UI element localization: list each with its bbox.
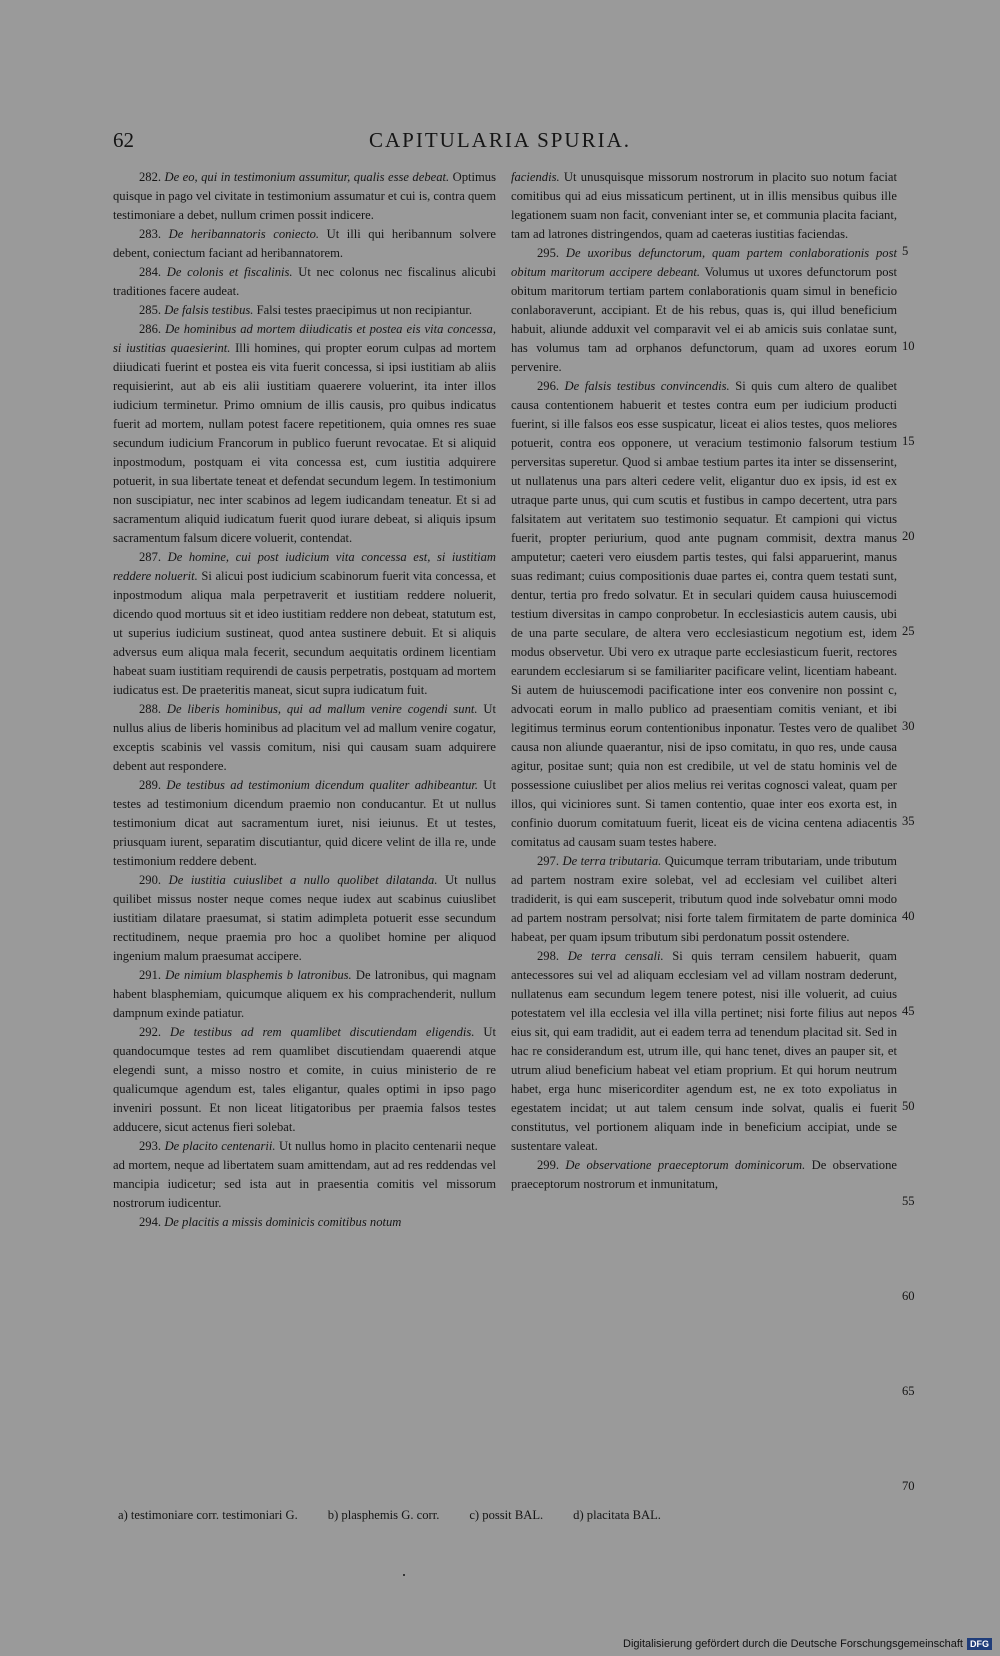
footnote-b: b) plasphemis G. corr. [327,1508,440,1522]
left-column [113,168,496,1232]
chapter-rubric: De hominibus ad mortem diiudicatis et postea eis vita concessa, si iustitias quaesierint. [113,322,496,355]
chapter-text: Optimus quisque in pago vel civitate in testimonium assumatur et cui is, contra quem testimoniare a debet, nullum crimen possit indicere. [113,170,496,222]
paragraph [113,320,496,548]
chapter-text: Ut nullus homo in placito centenarii neque ad mortem, neque ad libertatem suam amittendam, aut ad res reddendas vel mancipia iudicetur; sed ista aut in praesentia comitis vel missorum nostrorum iudicentur. [113,1139,497,1210]
chapter-rubric: De placito centenarii. [164,1139,276,1153]
paragraph [511,852,897,947]
paragraph [113,1213,496,1232]
paragraph [113,548,496,700]
chapter-text: Falsi testes praecipimus ut non recipiantur. [256,303,473,317]
chapter-rubric: De colonis et fiscalinis. [166,265,293,279]
chapter-number: 287. [139,550,162,564]
footnote-d: d) placitata BAL. [573,1508,661,1522]
chapter-text: Ut nec colonus nec fiscalinus alicubi traditiones facere audeat. [113,265,496,298]
chapter-number: 289. [139,778,162,792]
chapter-rubric: De testibus ad rem quamlibet discutiendam eligendis. [169,1025,475,1039]
paragraph [113,263,496,301]
line-number: 70 [902,1479,915,1493]
chapter-number: 296. [537,379,560,393]
chapter-text: Ut nullus alius de liberis hominibus ad placitum vel ad mallum venire cogatur, exceptis scabinis vel vassis comitum, nisi qui causam suam adquirere debent aut respondere. [113,702,496,773]
chapter-rubric: De heribannatoris coniecto. [168,227,320,241]
chapter-number: 291. [139,968,162,982]
dfg-logo: DFG [967,1638,992,1650]
chapter-number: 292. [139,1025,162,1039]
line-number: 20 [902,529,915,543]
chapter-rubric: faciendis. [511,170,560,184]
paragraph [113,1137,496,1213]
chapter-text: Ut quandocumque testes ad rem quamlibet discutiendam quaerendi atque elegendi sunt, a misso nostro et comite, in cuius ministerio de re qualicumque agendum est, tales eligantur, quales optimi in ipso pago inveniri possunt. Et non liceat litigatoribus per praemia falsos testes adducere, sicut actenus fieri solebat. [113,1025,496,1134]
chapter-text: Ut testes ad testimonium dicendum praemio non conducantur. Et ut nullus testimonium dicat aut sacramentum iuret, nisi ieiunus. Et ut testes, priusquam iurent, separatim discutiantur, quid dicere velint de illa re, unde testimonium reddere debent. [113,778,496,868]
chapter-text: Si alicui post iudicium scabinorum fuerit vita concessa, et inpostmodum aliqua mala perpetraverit et iustitiam reddere noluerit, dicendo quod mortuus sit et ideo iustitiam reddere non debeat, statutum est, ut superius iudicium sustineat, quod antea sustinere debuit. Et si aliquis adversus eum aliqua mala fecerit, secundum aequitatis ordinem licentiam habeat suam iustitiam requirendi de causis perpetratis, postquam ad mortem iudicatus est. De praeteritis maneat, sicut supra iudicatum fuit. [113,569,497,697]
footnotes [118,1508,938,1523]
chapter-number: 284. [139,265,162,279]
chapter-text: Ut illi qui heribannum solvere debent, coniectum faciant ad heribannatorem. [113,227,496,260]
line-number: 45 [902,1004,915,1018]
line-number: 60 [902,1289,915,1303]
chapter-rubric: De liberis hominibus, qui ad mallum venire cogendi sunt. [166,702,478,716]
paragraph [511,947,897,1156]
chapter-number: 295. [537,246,560,260]
chapter-number: 294. [139,1215,162,1229]
chapter-number: 283. [139,227,162,241]
paragraph [511,1156,897,1194]
chapter-number: 299. [537,1158,560,1172]
footnote-a: a) testimoniare corr. testimoniari G. [118,1508,298,1522]
chapter-text: Ut unusquisque missorum nostrorum in placito suo notum faciat comitibus qui ad eius missaticum pertinent, ut in illis mensibus quibus ille legationem suam non facit, conveniant inter se, et communia placita faciant, tam ad latrones distringendos, quam ad caeteras iustitias faciendas. [511,170,897,241]
chapter-number: 297. [537,854,560,868]
paragraph [113,301,496,320]
line-number: 15 [902,434,915,448]
page-number: 62 [113,128,134,152]
chapter-text: Illi homines, qui propter eorum culpas ad mortem diiudicati fuerint et postea eis vita fuerit concessa, si ipsi iustitiam ab aliis requisierint, aut ab eis alii iustitiam quaerere voluerint, ita inter illos iudicium terminetur. Primo omnium de illis causis, pro quibus indicatus fuerit ad mortem, nullam potest facere repetitionem, quia omnes res suae secundum iudicium Francorum in publico fuerunt revocatae. Et si aliquid inpostmodum, postquam ei vita concessa est, cum iustitia adquirere potuerit, in sua libertate teneat et defendat secundum legem. In testimonium non suscipiatur, nec inter scabinos ad legem iudicandam teneatur. Et si ad sacramentum aliquid iudicatum fuerit quod iurare debeat, si aliquis ipsum sacramentum falsum dicere voluerit, contendat. [113,341,496,545]
chapter-rubric: De eo, qui in testimonium assumitur, qualis esse debeat. [164,170,450,184]
line-number: 35 [902,814,915,828]
footnote-c: c) possit BAL. [469,1508,544,1522]
line-number: 65 [902,1384,915,1398]
chapter-text: Si quis cum altero de qualibet causa contentionem habuerit et testes contra eum per iudicium producti fuerint, si ille falsos eos esse suspicatur, liceat ei alios testes, quos meliores potuerit, contra eos opponere, ut veracium testimonio falsorum testium perversitas superetur. Quod si ambae testium partes ita inter se dissenserint, ut nullatenus una pars alteri cedere velit, eligantur duo ex ipsis, id est ex utraque parte unus, qui cum scutis et fustibus in campo decertent, utra pars falsitatem aut veritatem suo testimonio sequatur. Et campioni qui victus fuerit, propter periurium, quod ante pugnam commisit, dextra manus amputetur; caeteri vero eiusdem partis testes, qui falsi apparuerint, manus suas redimant; cuius compositionis duae partes ei, contra quem testati sunt, dentur, tertia pro fredo solvatur. Et in seculari quidem causa huiuscemodi testium diversitas in campo conprobetur. In ecclesiasticis autem causis, ubi de una parte seculare, de altera vero ecclesiasticum negotium est, idem modus observetur. Ubi vero ex utraque parte ecclesiasticum fuerit, rectores earundem ecclesiarum si se familiariter pacificare velint, licentiam habeant. Si autem de huiuscemodi pacificatione inter eos convenire non possint c, advocati eorum in mallo publico ad praesentiam comitis veniant, et ibi legitimus terminus eorum contentionibus inponatur. Testes vero de qualibet causa non aliunde quaerantur, nisi de ipso comitatu, in quo res, unde causa agitur, positae sunt; quia non est credibile, ut vel de statu hominis vel de possessione cuiuslibet per alios melius rei veritas cognosci valeat, quam per illos, qui viciniores sunt. Si tamen contentio, quae inter eos exorta est, in confinio duorum comitatuum fuerit, liceat eis de vicina centena adiacentis comitatus ad causam suam testes habere. [511,379,897,849]
paragraph [113,700,496,776]
chapter-rubric: De placitis a missis dominicis comitibus notum [164,1215,402,1229]
paragraph [113,225,496,263]
paragraph [113,168,496,225]
chapter-text: Quicumque terram tributariam, unde tributum ad partem nostram exire solebat, vel ad ecclesiam vel cuilibet alteri tradiderit, is qui eam susceperit, tributum quod inde solvebatur omni modo ad partem nostram persolvat; nisi forte talem firmitatem de parte dominica habeat, per quam ipsum tributum sibi perdonatum possit ostendere. [511,854,897,944]
chapter-rubric: De terra censali. [567,949,664,963]
right-column [511,168,897,1194]
paragraph [113,966,496,1023]
chapter-rubric: De terra tributaria. [562,854,662,868]
paragraph [113,1023,496,1137]
chapter-number: 293. [139,1139,162,1153]
chapter-number: 290. [139,873,162,887]
chapter-number: 298. [537,949,560,963]
paragraph [113,776,496,871]
chapter-rubric: De falsis testibus. [164,303,254,317]
chapter-rubric: De testibus ad testimonium dicendum qualiter adhibeantur. [166,778,479,792]
chapter-rubric: De nimium blasphemis b latronibus. [165,968,352,982]
chapter-rubric: De iustitia cuiuslibet a nullo quolibet dilatanda. [168,873,438,887]
chapter-number: 285. [139,303,162,317]
line-number: 30 [902,719,915,733]
paragraph [511,377,897,852]
chapter-rubric: De homine, cui post iudicium vita concessa est, si iustitiam reddere noluerit. [113,550,496,583]
funding-note [623,1638,992,1650]
chapter-text: Volumus ut uxores defunctorum post obitum maritorum tertiam partem conlaborationis quam simul in beneficio conlaboraverunt, accipiant. Et de his rebus, quas is, qui illud beneficium habuit, aliunde adduxit vel comparavit vel ei ab amicis suis conlatae sunt, has volumus tam ad orphanos defunctorum, quam ad uxores eorum pervenire. [511,265,897,374]
chapter-rubric: De falsis testibus convincendis. [564,379,730,393]
line-number: 25 [902,624,915,638]
chapter-number: 286. [139,322,162,336]
chapter-text: De observatione praeceptorum nostrorum et inmunitatum, [511,1158,897,1191]
chapter-text: Ut nullus quilibet missus noster neque comes neque iudex aut scabinus cuiuslibet iustitiam dilatare praesumat, si statim adimpleta potuerit esse secundum rectitudinem, neque praemia pro hoc a quolibet homine per aliquod ingenium malum praesumat accipere. [113,873,496,963]
page-mark [403,1574,405,1576]
line-number: 50 [902,1099,915,1113]
chapter-rubric: De observatione praeceptorum dominicorum. [565,1158,806,1172]
paragraph [113,871,496,966]
line-number: 40 [902,909,915,923]
line-number: 55 [902,1194,915,1208]
paragraph [511,168,897,244]
paragraph [511,244,897,377]
line-number: 10 [902,339,915,353]
chapter-rubric: De uxoribus defunctorum, quam partem conlaborationis post obitum maritorum accipere debeant. [511,246,897,279]
chapter-text: De latronibus, qui magnam habent blasphemiam, quicumque aliquem ex his comprachenderit, nullum dampnum exinde patiatur. [113,968,496,1020]
funding-text: Digitalisierung gefördert durch die Deutsche Forschungsgemeinschaft [623,1638,963,1650]
chapter-number: 282. [139,170,162,184]
running-title: CAPITULARIA SPURIA. [368,128,632,152]
chapter-number: 288. [139,702,162,716]
line-number: 5 [902,244,909,258]
chapter-text: Si quis terram censilem habuerit, quam antecessores sui vel ad aliquam ecclesiam vel ad villam nostram dederunt, nullatenus eam secundum legem tenere potest, nisi ille voluerit, ad cuius potestatem vel illa ecclesia vel illa villa pertinet; nisi forte filius aut nepos eius sit, qui eam tradidit, aut ei eadem terra ad tenendum placitad sit. Sed in hac re considerandum est, utrum ille, qui hanc tenet, dives an pauper sit, et utrum aliud beneficium habeat vel etiam proprium. Et qui horum neutrum habet, erga hunc misericorditer agendum est, ne ex toto expoliatus in egestatem incidat; ut aut talem censum inde solvat, qualis ei fuerit constitutus, vel portionem aliquam inde in beneficium accipiat, unde se sustentare valeat. [511,949,897,1153]
